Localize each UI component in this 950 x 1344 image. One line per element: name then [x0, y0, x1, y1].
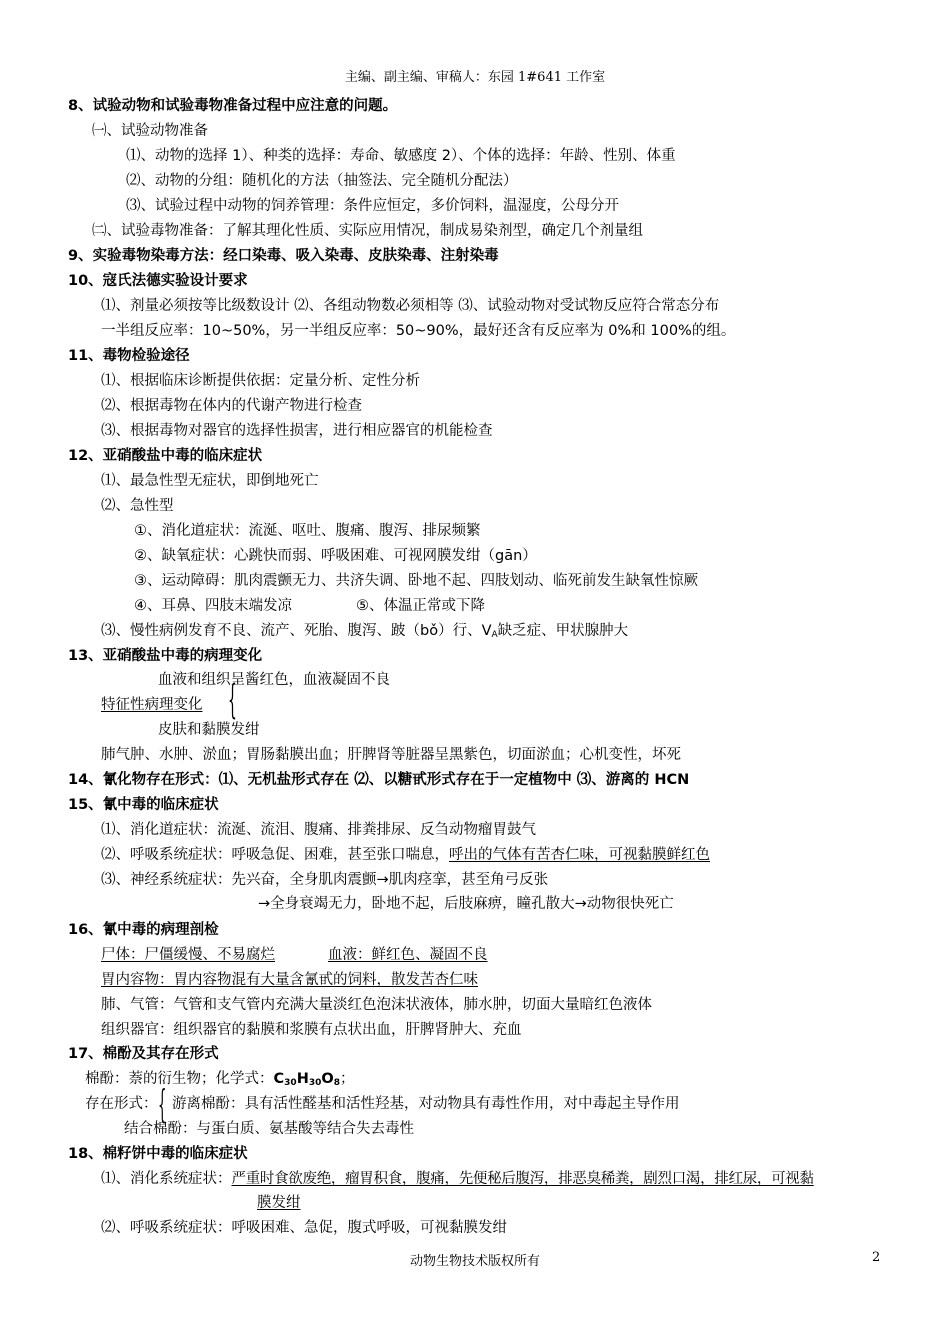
s11-line-1: ⑴、根据临床诊断提供依据：定量分析、定性分析 [101, 373, 420, 389]
formula-c: C [273, 1071, 285, 1087]
section-11-title: 11、毒物检验途径 [68, 348, 190, 364]
section-17-title: 17、棉酚及其存在形式 [68, 1046, 219, 1062]
s18-line-1c: 膜发绀 [257, 1195, 301, 1211]
s17-line-2a: 存在形式： [85, 1096, 158, 1112]
formula-c-sub: 30 [284, 1078, 297, 1088]
s17-line-1-a: 棉酚：萘的衍生物；化学式： [85, 1071, 274, 1087]
section-14-title: 14、氰化物存在形式：⑴、无机盐形式存在 ⑵、以糖甙形式存在于一定植物中 ⑶、游离的 HCN [68, 772, 690, 788]
brace-icon: { [228, 677, 237, 723]
s12-line-2: ⑵、急性型 [101, 498, 174, 514]
page-number: 2 [872, 1250, 881, 1265]
s8-item-b: ㈡、试验毒物准备：了解其理化性质、实际应用情况，制成易染剂型，确定几个剂量组 [92, 223, 643, 239]
s16-line-3: 肺、气管：气管和支气管内充满大量淡红色泡沫状液体，肺水肿，切面大量暗红色液体 [101, 997, 652, 1013]
s17-line-2b: 游离棉酚：具有活性醛基和活性羟基，对动物具有毒性作用，对中毒起主导作用 [172, 1096, 680, 1112]
formula-h-sub: 30 [308, 1078, 322, 1088]
s12-sub-1: ①、消化道症状：流涎、呕吐、腹痛、腹泻、排尿频繁 [134, 523, 481, 539]
s11-line-3: ⑶、根据毒物对器官的选择性损害，进行相应器官的机能检查 [101, 423, 493, 439]
s13-brace-label: 特征性病理变化 [101, 697, 203, 713]
brace-icon: { [158, 1082, 167, 1126]
s8-item-a2: ⑵、动物的分组：随机化的方法（抽签法、完全随机分配法） [126, 173, 518, 189]
formula-o-sub: 8 [333, 1078, 340, 1088]
s13-line-4: 肺气肿、水肿、淤血；胃肠黏膜出血；肝脾肾等脏器呈黑紫色，切面淤血；心机变性，坏死 [101, 747, 681, 763]
s17-line-1 [85, 1069, 354, 1093]
section-9-title: 9、实验毒物染毒方法：经口染毒、吸入染毒、皮肤染毒、注射染毒 [68, 248, 499, 264]
formula-end: ； [339, 1071, 355, 1087]
s15-line-1: ⑴、消化道症状：流涎、流泪、腹痛、排粪排尿、反刍动物瘤胃鼓气 [101, 822, 536, 838]
s12-line-3-b: 缺乏症、甲状腺肿大 [497, 623, 629, 639]
s13-brace-top: 血液和组织呈酱红色，血液凝固不良 [158, 672, 390, 688]
s8-item-a: ㈠、试验动物准备 [92, 123, 208, 139]
s12-line-3-sub: A [491, 630, 498, 640]
s17-line-3: 结合棉酚：与蛋白质、氨基酸等结合失去毒性 [124, 1121, 414, 1137]
section-8-title: 8、试验动物和试验毒物准备过程中应注意的问题。 [68, 98, 398, 114]
section-12-title: 12、亚硝酸盐中毒的临床症状 [68, 448, 263, 464]
s18-line-2: ⑵、呼吸系统症状：呼吸困难、急促，腹式呼吸，可视黏膜发绀 [101, 1220, 507, 1236]
s12-line-1: ⑴、最急性型无症状，即倒地死亡 [101, 473, 319, 489]
page-header: 主编、副主编、审稿人：东园 1#641 工作室 [344, 70, 606, 85]
s12-sub-3: ③、运动障碍：肌肉震颤无力、共济失调、卧地不起、四肢划动、临死前发生缺氧性惊厥 [134, 573, 698, 589]
s18-line-1-a: ⑴、消化系统症状： [101, 1171, 232, 1187]
s18-line-1 [101, 1169, 814, 1189]
section-18-title: 18、棉籽饼中毒的临床症状 [68, 1146, 248, 1162]
s15-line-2-a: ⑵、呼吸系统症状：呼吸急促、困难，甚至张口喘息， [101, 847, 449, 863]
s18-line-1-b: 严重时食欲废绝，瘤胃积食，腹痛，先便秘后腹泻，排恶臭稀粪，剧烈口渴，排红尿，可视黏 [231, 1171, 814, 1187]
s12-sub-5: ⑤、体温正常或下降 [356, 598, 485, 614]
s10-line-1: ⑴、剂量必须按等比级数设计 ⑵、各组动物数必须相等 ⑶、试验动物对受试物反应符合常态分布 [101, 298, 720, 314]
s16-line-1b: 血液：鲜红色、凝固不良 [328, 947, 488, 963]
s16-line-1a: 尸体：尸僵缓慢、不易腐烂 [101, 947, 275, 963]
s15-line-2 [101, 845, 710, 865]
s12-line-3 [101, 621, 628, 645]
s15-line-4: →全身衰竭无力，卧地不起，后肢麻痹，瞳孔散大→动物很快死亡 [258, 896, 674, 912]
section-13-title: 13、亚硝酸盐中毒的病理变化 [68, 648, 263, 664]
formula-h: H [296, 1071, 309, 1087]
page-footer: 动物生物技术版权所有 [409, 1254, 540, 1269]
s12-sub-2: ②、缺氧症状：心跳快而弱、呼吸困难、可视网膜发绀（gān） [134, 548, 537, 564]
s15-line-3: ⑶、神经系统症状：先兴奋，全身肌肉震颤→肌肉痉挛，甚至角弓反张 [101, 872, 549, 888]
section-15-title: 15、氰中毒的临床症状 [68, 797, 219, 813]
s15-line-2-b: 呼出的气体有苦杏仁味，可视黏膜鲜红色 [449, 847, 710, 863]
section-10-title: 10、寇氏法德实验设计要求 [68, 273, 248, 289]
s16-line-2: 胃内容物：胃内容物混有大量含氰甙的饲料，散发苦杏仁味 [101, 972, 478, 988]
s8-item-a3: ⑶、试验过程中动物的饲养管理：条件应恒定，多价饲料，温湿度，公母分开 [126, 198, 619, 214]
section-16-title: 16、氰中毒的病理剖检 [68, 922, 219, 938]
formula-o: O [321, 1071, 334, 1087]
s16-line-4: 组织器官：组织器官的黏膜和浆膜有点状出血，肝脾肾肿大、充血 [101, 1022, 522, 1038]
s13-brace-bottom: 皮肤和黏膜发绀 [158, 722, 260, 738]
s8-item-a1: ⑴、动物的选择 1）、种类的选择：寿命、敏感度 2）、个体的选择：年龄、性别、体重 [126, 148, 676, 164]
s10-line-2: 一半组反应率：10~50%，另一半组反应率：50~90%，最好还含有反应率为 0%和 100%的组。 [101, 323, 736, 339]
s17-formula [274, 1071, 340, 1087]
s11-line-2: ⑵、根据毒物在体内的代谢产物进行检查 [101, 398, 362, 414]
s12-sub-4: ④、耳鼻、四肢末端发凉 [134, 598, 292, 614]
s12-line-3-a: ⑶、慢性病例发育不良、流产、死胎、腹泻、跛（bǒ）行、V [101, 623, 492, 639]
